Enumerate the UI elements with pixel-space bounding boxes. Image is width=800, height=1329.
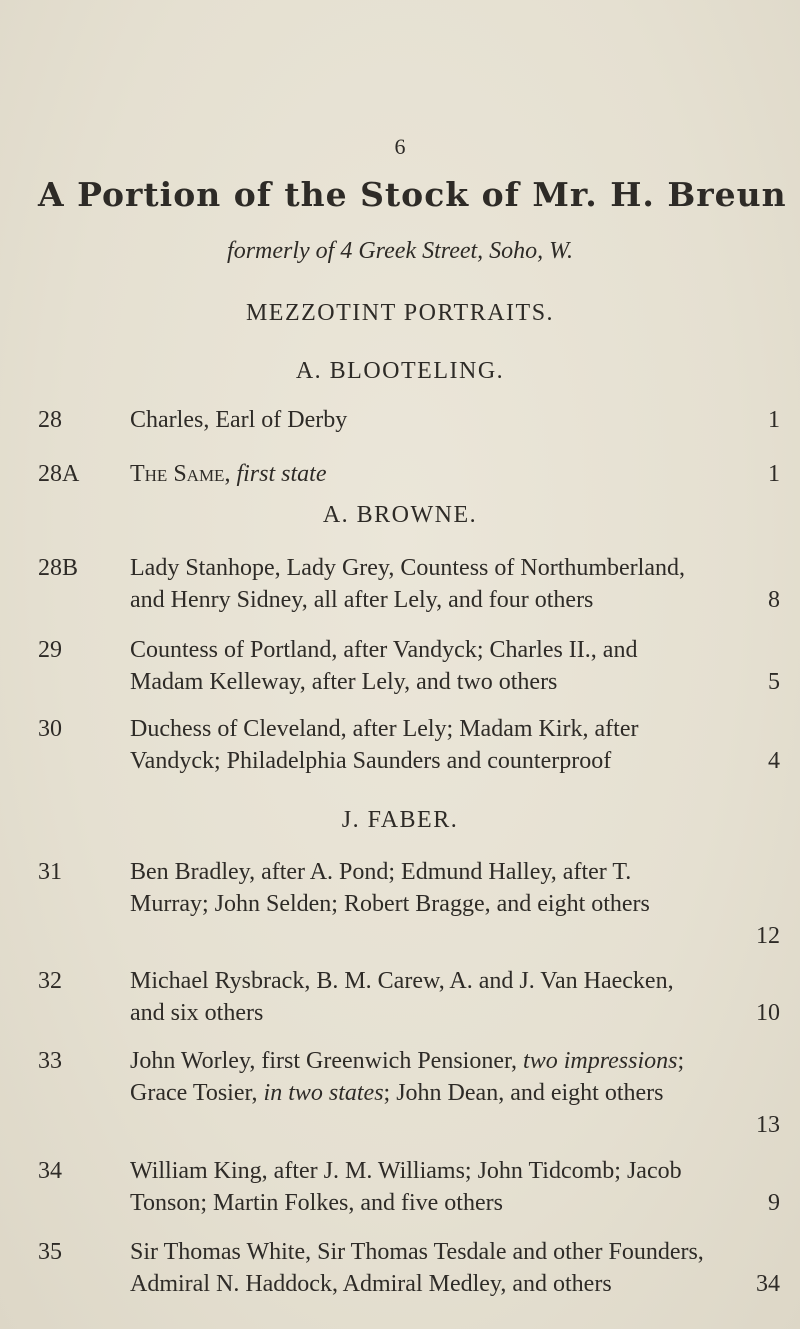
lot-text-italic: two impressions xyxy=(523,1048,678,1074)
lot-description-line: Madam Kelleway, after Lely, and two others xyxy=(130,669,558,695)
lot-description xyxy=(130,458,780,490)
lot-description xyxy=(130,965,780,1029)
lot-description-line: Countess of Portland, after Vandyck; Charles II., and xyxy=(130,637,638,663)
lot-entry-34 xyxy=(38,1155,780,1219)
lot-description xyxy=(130,1045,780,1109)
lot-entry-35 xyxy=(38,1236,780,1300)
lot-description xyxy=(130,634,780,698)
lot-number: 30 xyxy=(38,716,62,742)
section-heading-faber: J. FABER. xyxy=(341,807,459,833)
lot-entry-29 xyxy=(38,634,780,698)
lot-description xyxy=(130,1236,780,1300)
lot-number: 34 xyxy=(38,1158,62,1184)
lot-entry-33 xyxy=(38,1045,780,1141)
lot-description-line: Michael Rysbrack, B. M. Carew, A. and J. Van Haecken, xyxy=(130,968,674,994)
lot-entry-28a xyxy=(38,458,780,490)
lot-description-line: Lady Stanhope, Lady Grey, Countess of Northumberland, xyxy=(130,555,685,581)
lot-entry-31 xyxy=(38,856,780,952)
page-subtitle: formerly of 4 Greek Street, Soho, W. xyxy=(227,238,573,264)
lot-quantity: 1 xyxy=(768,461,780,487)
lot-description xyxy=(130,856,780,920)
lot-description-line: and six others xyxy=(130,1000,264,1026)
lot-description xyxy=(130,713,780,777)
lot-description-line xyxy=(130,458,780,490)
lot-entry-28 xyxy=(38,404,780,436)
lot-number: 32 xyxy=(38,968,62,994)
page-number: 6 xyxy=(394,134,406,159)
page-title: A Portion of the Stock of Mr. H. Breun xyxy=(38,175,787,214)
lot-description-line: Vandyck; Philadelphia Saunders and counterproof xyxy=(130,748,612,774)
lot-description-line: Murray; John Selden; Robert Bragge, and eight others xyxy=(130,891,650,917)
lot-number: 29 xyxy=(38,637,62,663)
lot-text: ; John Dean, and eight others xyxy=(383,1080,664,1106)
lot-description xyxy=(130,404,780,436)
lot-quantity: 5 xyxy=(768,669,780,695)
lot-quantity: 34 xyxy=(756,1271,780,1297)
lot-quantity: 10 xyxy=(756,1000,780,1026)
lot-entry-30 xyxy=(38,713,780,777)
lot-quantity: 13 xyxy=(756,1112,780,1138)
lot-description-line: Charles, Earl of Derby xyxy=(130,407,348,433)
lot-entry-32 xyxy=(38,965,780,1029)
lot-number: 31 xyxy=(38,859,62,885)
lot-description-line: William King, after J. M. Williams; John Tidcomb; Jacob xyxy=(130,1158,682,1184)
section-heading-browne: A. BROWNE. xyxy=(322,502,478,528)
lot-description-caps: The Same, xyxy=(130,461,231,487)
lot-description-line: Sir Thomas White, Sir Thomas Tesdale and other Founders, xyxy=(130,1239,704,1265)
lot-description-line: Ben Bradley, after A. Pond; Edmund Halley, after T. xyxy=(130,859,632,885)
lot-text: John Worley, first Greenwich Pensioner, xyxy=(130,1048,518,1074)
lot-description-line: and Henry Sidney, all after Lely, and four others xyxy=(130,587,594,613)
lot-description-line: Admiral N. Haddock, Admiral Medley, and others xyxy=(130,1271,612,1297)
lot-quantity: 9 xyxy=(768,1190,780,1216)
lot-description xyxy=(130,1155,780,1219)
lot-number: 28B xyxy=(38,555,79,581)
lot-quantity: 12 xyxy=(756,923,780,949)
lot-description xyxy=(130,552,780,616)
lot-quantity: 4 xyxy=(768,748,780,774)
lot-text-italic: in two states xyxy=(263,1080,384,1106)
lot-description-italic: first state xyxy=(236,461,327,487)
lot-description-line xyxy=(130,1045,780,1077)
lot-description-line: Tonson; Martin Folkes, and five others xyxy=(130,1190,503,1216)
lot-quantity: 1 xyxy=(768,407,780,433)
lot-number: 35 xyxy=(38,1239,62,1265)
lot-number: 28A xyxy=(38,461,80,487)
section-heading-blooteling: A. BLOOTELING. xyxy=(295,358,505,384)
lot-text: ; xyxy=(677,1048,685,1074)
lot-quantity: 8 xyxy=(768,587,780,613)
lot-number: 33 xyxy=(38,1048,62,1074)
lot-number: 28 xyxy=(38,407,62,433)
lot-description-line xyxy=(130,1077,780,1109)
lot-entry-28b xyxy=(38,552,780,616)
lot-description-line: Duchess of Cleveland, after Lely; Madam Kirk, after xyxy=(130,716,639,742)
category-heading: MEZZOTINT PORTRAITS. xyxy=(245,300,555,326)
lot-text: Grace Tosier, xyxy=(130,1080,258,1106)
